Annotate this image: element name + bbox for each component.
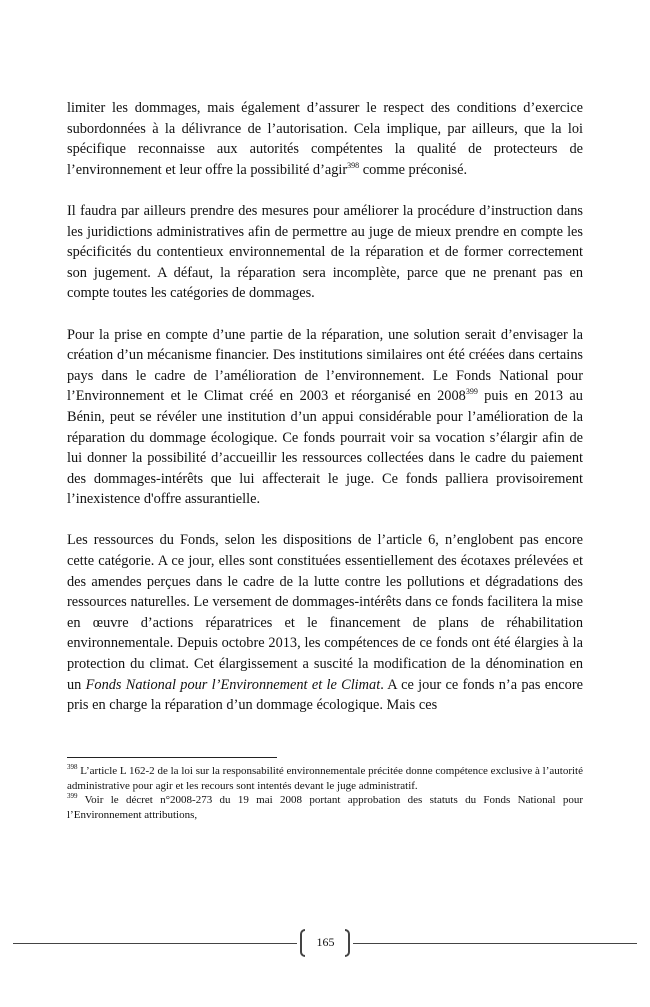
footnote-number: 398	[67, 763, 78, 771]
footnote-text: Voir le décret n°2008-273 du 19 mai 2008 portant approbation des statuts du Fonds National pour l’Environnement attributions,	[67, 794, 583, 821]
paragraph-4-text-end: . A ce jour ce fonds n’a pas encore pris en charge la réparation d’un dommage écologique. Mais ces	[67, 676, 583, 714]
footnote-ref-398[interactable]: 398	[347, 160, 360, 170]
paragraph-3-text-end: puis en 2013 au Bénin, peut se révéler une institution d’un appui considérable pour l’amélioration de la réparation du dommage écologique. Ce fonds pourrait voir sa vocation s’élargir afin de lui donner la possibilité d’accueillir les ressources collectées dans le cadre du paiement des dommages-intérêts que lui affecterait le juge. Ce fonds palliera provisoirement l’inexistence d'offre assurantielle.	[67, 388, 583, 508]
paragraph-2: Il faudra par ailleurs prendre des mesures pour améliorer la procédure d’instruction dans les juridictions administratives afin de permettre au juge de mieux prendre en compte les spécificités du contentieux environnemental de la réparation et de former correctement son jugement. A défaut, la réparation sera incomplète, parce que ne prenant pas en compte toutes les catégories de dommages.	[67, 202, 583, 302]
footnote-398	[67, 764, 583, 793]
footnote-399	[67, 793, 583, 822]
paragraph-4-text: Les ressources du Fonds, selon les dispositions de l’article 6, n’englobent pas encore cette catégorie. A ce jour, elles sont constituées essentiellement des écotaxes prélevées et des amendes perçues dans le cadre de la lutte contre les pollutions et dégradations des ressources naturelles. Le versement de dommages-intérêts dans ce fonds facilitera la mise en œuvre d’actions réparatrices et le financement de plans de réhabilitation environnementale. Depuis octobre 2013, les compétences de ce fonds ont été élargies à la protection du climat. Cet élargissement a suscité la modification de la dénomination en un	[67, 532, 583, 693]
paragraph-3-text: Pour la prise en compte d’une partie de la réparation, une solution serait d’envisager la création d’un mécanisme financier. Des institutions similaires ont été créées dans certains pays dans le cadre de l’amélioration de l’environnement. Le Fonds National pour l’Environnement et le Climat créé en 2003 et réorganisé en 2008	[67, 326, 583, 405]
footnotes	[67, 764, 583, 822]
page-number-rule-right	[353, 943, 637, 944]
paragraph-1-text-end: comme préconisé.	[359, 161, 468, 178]
page-body	[67, 98, 583, 716]
footnote-text: L’article L 162-2 de la loi sur la responsabilité environnementale précitée donne compétence exclusive à l’autorité administrative pour agir et les recours sont intentés devant le juge administratif.	[67, 765, 583, 792]
left-bracket-ornament	[300, 929, 305, 957]
right-bracket-ornament	[345, 929, 350, 957]
page-number-rule-left	[13, 943, 297, 944]
paragraph-3	[67, 325, 583, 510]
paragraph-4	[67, 530, 583, 715]
footnote-separator	[67, 757, 277, 758]
footnote-number: 399	[67, 792, 78, 800]
fund-name-italic: Fonds National pour l’Environnement et le Climat	[85, 676, 381, 693]
paragraph-1	[67, 98, 583, 180]
page-number: 165	[316, 935, 335, 949]
footnote-ref-399[interactable]: 399	[465, 387, 478, 397]
paragraph-1-text: limiter les dommages, mais également d’assurer le respect des conditions d’exercice subordonnées à la délivrance de l’autorisation. Cela implique, par ailleurs, que la loi spécifique reconnaisse aux autorités compétentes la qualité de protecteurs de l’environnement et leur offre la possibilité d’agir	[67, 100, 583, 178]
